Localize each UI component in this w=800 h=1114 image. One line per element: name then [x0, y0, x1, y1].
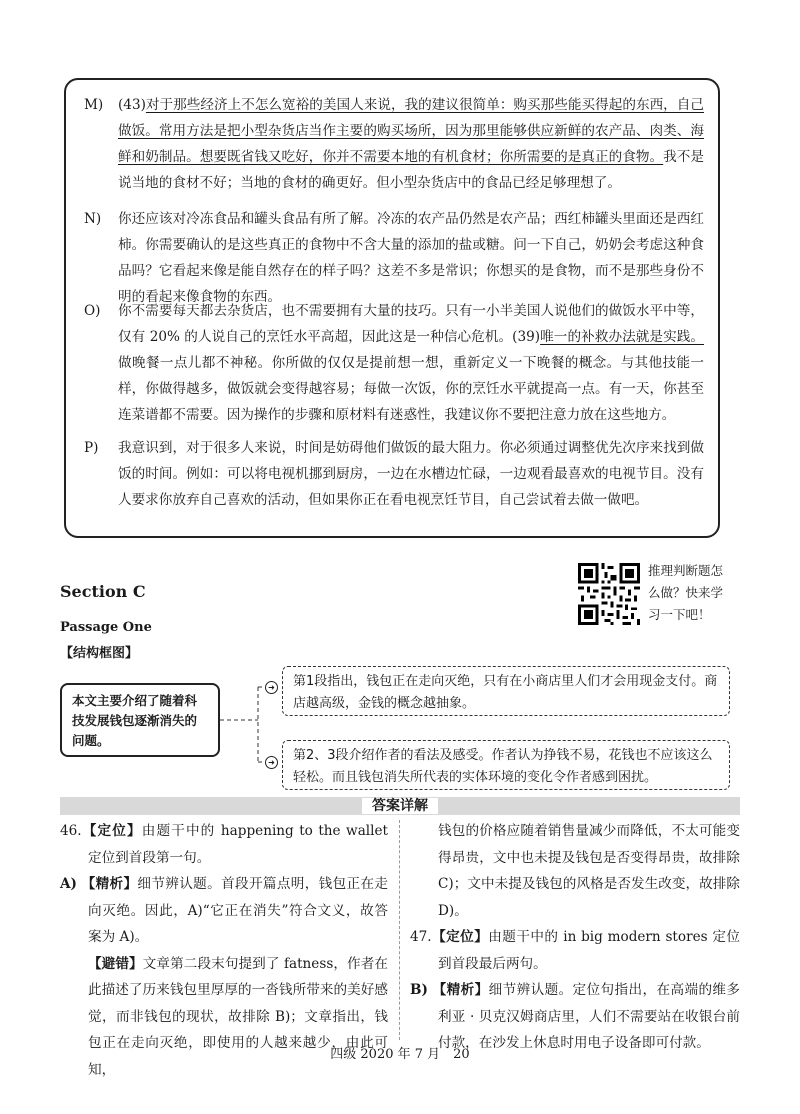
paragraph-n: N) 你还应该对冷冻食品和罐头食品有所了解。冷冻的农产品仍然是农产品；西红柿罐头里面还是西红柿。你需要确认的是这些真正的食物中不含大量的添加的盐或糖。问一下自己，奶奶会考虑这种食品吗？它看起来像是能自然存在的样子吗？这差不多是常识；你想买的是食物，而不是那些身份不明的看起来像食物的东西。 — [84, 211, 704, 305]
answer-46-continued: 钱包的价格应随着销售量减少而降低，不太可能变得昂贵，文中也未提及钱包是否变得昂贵，故排除 C)；文中未提及钱包的风格是否发生改变，故排除 D)。 — [438, 823, 740, 919]
qr-code[interactable] — [578, 563, 640, 625]
summary-box: 本文主要介绍了随着科技发展钱包逐渐消失的问题。 — [60, 683, 220, 757]
structure-title: 【结构框图】 — [60, 646, 139, 661]
paragraph-p: P) 我意识到，对于很多人来说，时间是妨碍他们做饭的最大阻力。你必须通过调整优先次序来找到做饭的时间。例如：可以将电视机挪到厨房，一边在水槽边忙碌，一边观看最喜欢的电视节目。没有人要求你放弃自己喜欢的活动，但如果你正在看电视烹饪节目，自己尝试着去做一做吧。 — [84, 440, 704, 508]
diagram-box-2: 第2、3段介绍作者的看法及感受。作者认为挣钱不易，花钱也不应该这么轻松。而且钱包消失所代表的实体环境的变化令作者感到困扰。 — [282, 740, 730, 790]
answer-right-column — [410, 818, 740, 1057]
answer-46-locate: 46.【定位】由题干中的 happening to the wallet 定位到首段第一句。 — [60, 823, 389, 866]
answer-header: 答案详解 — [0, 797, 800, 815]
paragraph-m: M) (43)对于那些经济上不怎么宽裕的美国人来说，我的建议很简单：购买那些能买得起的东西，自己做饭。常用方法是把小型杂货店当作主要的购买场所，因为那里能够供应新鲜的农产品、肉类、海鲜和奶制品。想要既省钱又吃好，你并不需要本地的有机食材；你所需要的是真正的食物。我不是说当地的食材不好；当地的食材的确更好。但小型杂货店中的食品已经足够理想了。 — [84, 97, 705, 191]
answer-47-locate: 47.【定位】由题干中的 in big modern stores 定位到首段最后两句。 — [410, 929, 741, 972]
qr-caption: 推理判断题怎 么做？快来学 习一下吧！ — [648, 563, 724, 622]
column-divider — [399, 820, 401, 1040]
answer-46-analysis: A) 【精析】细节辨认题。首段开篇点明，钱包正在走向灭绝。因此，A)“它正在消失”符合文义，故答案为 A)。 — [60, 876, 389, 945]
paragraph-o: O) 你不需要每天都去杂货店，也不需要拥有大量的技巧。只有一小半美国人说他们的做饭水平中等，仅有 20% 的人说自己的烹饪水平高超，因此这是一种信心危机。(39)唯一的补救办法就是实践。做晚餐一点儿都不神秘。你所做的仅仅是提前想一想，重新定义一下晚餐的概念。与其他技能一样，你做得越多，做饭就会变得越容易；每做一次饭，你的烹饪水平就提高一点。有一天，你甚至连菜谱都不需要。因为操作的步骤和原材料有迷惑性，我建议你不要把注意力放在这些地方。 — [84, 303, 705, 423]
passage-title: Passage One — [60, 620, 152, 635]
page-footer: 四级 2020 年 7 月 20 — [330, 1047, 470, 1062]
answer-46-avoid: 【避错】文章第二段末句提到了 fatness，作者在此描述了历来钱包里厚厚的一沓钱所带来的美好感觉，而非钱包的现状，故排除 B)；文章指出，钱包正在走向灭绝，即使用的人越来越少，由此可知， — [88, 955, 389, 1078]
diagram-box-1: 第1段指出，钱包正在走向灭绝，只有在小商店里人们才会用现金支付。商店越高级，金钱的概念越抽象。 — [282, 666, 730, 716]
section-title: Section C — [60, 582, 146, 601]
arrow-right-icon: ➜ — [265, 681, 278, 694]
arrow-right-icon: ➜ — [265, 756, 278, 769]
answer-47-analysis: B) 【精析】细节辨认题。定位句指出，在高端的维多利亚 · 贝克汉姆商店里，人们不需要站在收银台前付款，在沙发上休息时用电子设备即可付款。 — [410, 982, 741, 1051]
